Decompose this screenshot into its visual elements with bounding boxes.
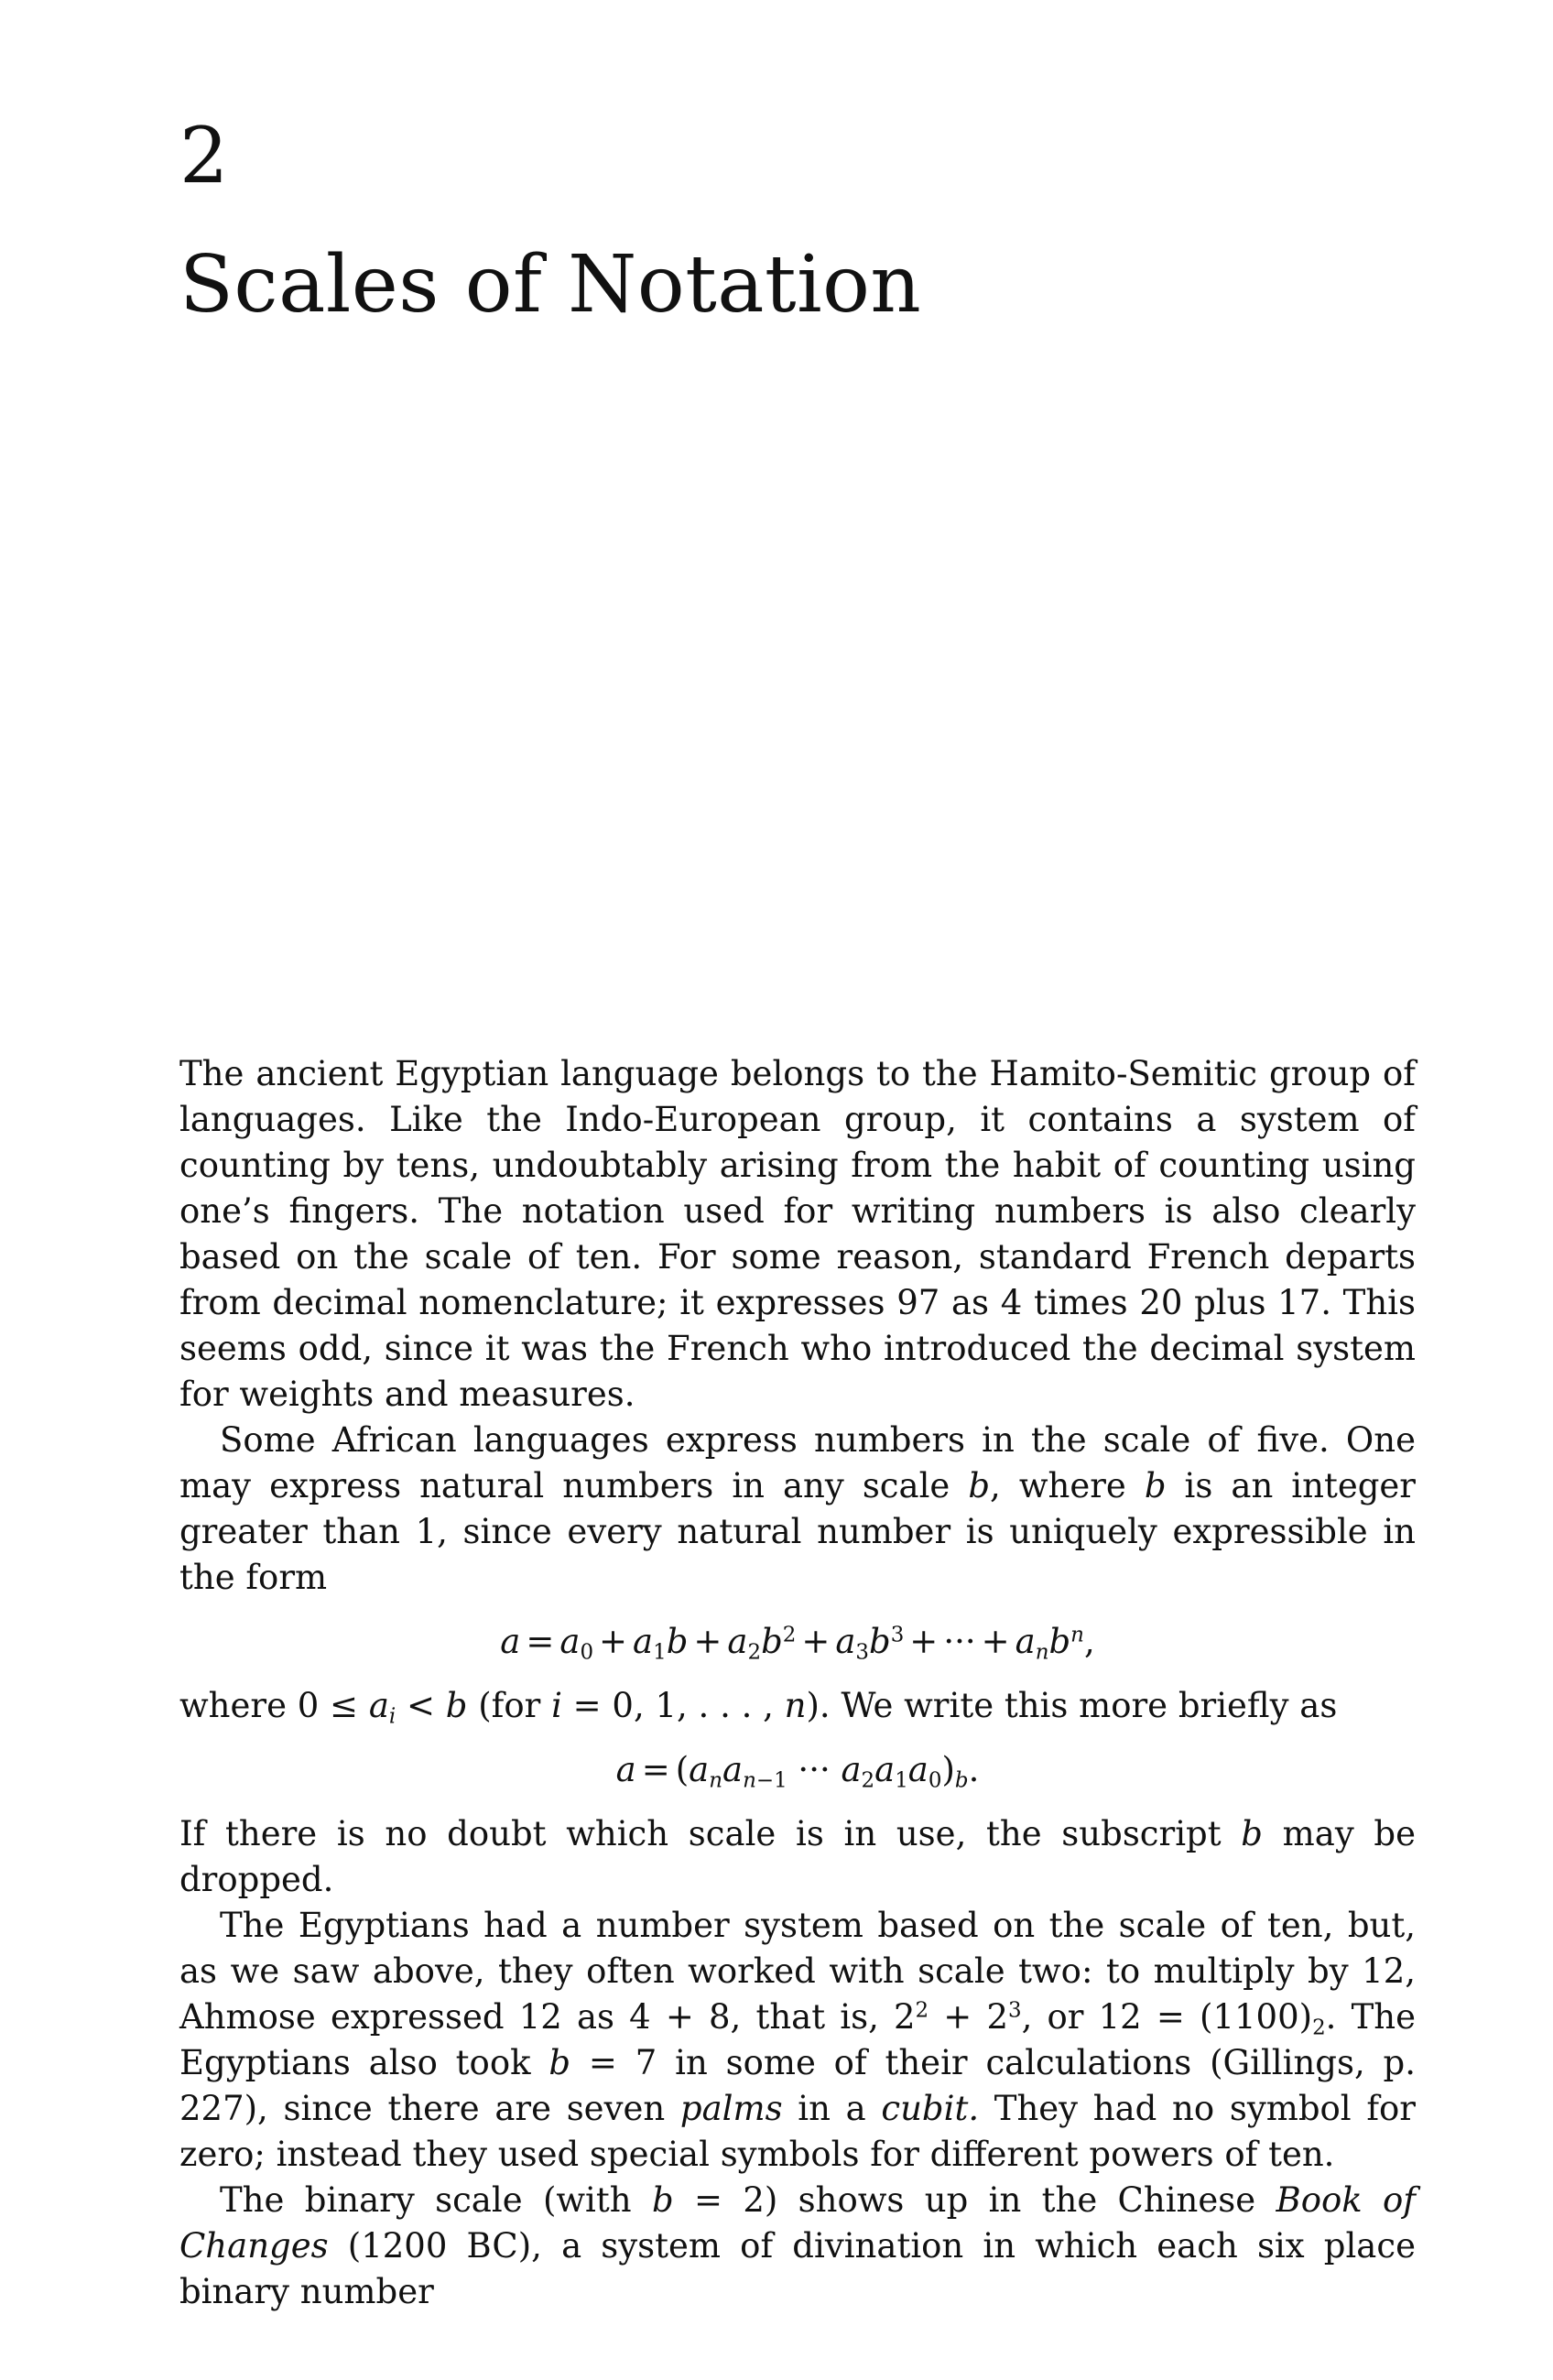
equation-expansion: $a = a_0 + a_1b + a_2b^2 + a_3b^3$ + ··· + $a_nb^n$, bbox=[500, 1622, 1095, 1665]
paragraph-3: where $0 \le a_i < b$ (for i = 0, 1, . . . , n). We write this more briefly as bbox=[179, 1686, 1338, 1729]
chapter-title: Scales of Notation bbox=[179, 239, 922, 331]
paragraph-6: The binary scale (with b = 2) shows up in the Chinese Book of Changes (1200 BC), a system of divination in which each six place binary number bbox=[179, 2180, 1416, 2311]
paragraph-4: If there is no doubt which scale is in use, the subscript b may be dropped. bbox=[179, 1814, 1416, 1899]
paragraph-5: The Egyptians had a number system based on the scale of ten, but, as we saw above, they often worked with scale two: to multiply by 12, Ahmose expressed 12 as 4 + 8, that is, $2^2 + 2^3$, or $12 = (1100)_2$. The Egyptians also took b = 7 in some of their calculations (Gillings, p. 227), since there are seven palms in a cubit. They had no symbol for zero; instead they used special symbols for different powers of ten. bbox=[179, 1906, 1416, 2174]
body-text bbox=[179, 1051, 1416, 2315]
paragraph-1: The ancient Egyptian language belongs to the Hamito-Semitic group of languages. Like the Indo-European group, it contains a system of counting by tens, undoubtably arising from the habit of counting using one’s fingers. The notation used for writing numbers is also clearly based on the scale of ten. For some reason, standard French departs from decimal nomenclature; it expresses 97 as 4 times 20 plus 17. This seems odd, since it was the French who introduced the decimal system for weights and measures. bbox=[179, 1054, 1416, 1414]
equation-compact: $a = (a_na_{n-1}$ ··· $a_2a_1a_0)_b$. bbox=[615, 1750, 980, 1793]
paragraph-2: Some African languages express numbers in the scale of five. One may express natural numbers in any scale b, where b is an integer greater than 1, since every natural number is uniquely expressible in the form bbox=[179, 1420, 1416, 1597]
chapter-number: 2 bbox=[179, 111, 229, 201]
